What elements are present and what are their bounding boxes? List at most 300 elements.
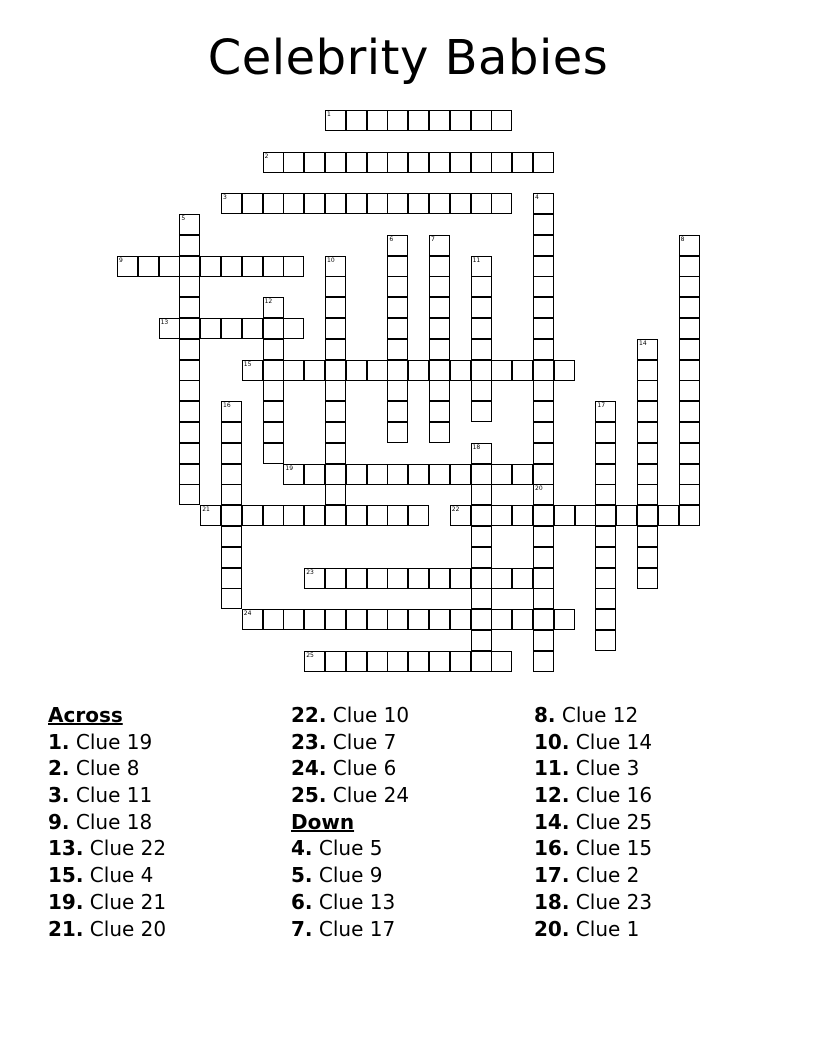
grid-cell[interactable] xyxy=(429,256,450,277)
grid-cell[interactable] xyxy=(263,609,284,630)
grid-cell[interactable] xyxy=(471,193,492,214)
grid-cell[interactable] xyxy=(450,110,471,131)
grid-cell[interactable] xyxy=(471,630,492,651)
grid-cell[interactable] xyxy=(387,110,408,131)
grid-cell[interactable] xyxy=(304,152,325,173)
clue-text: Clue 13 xyxy=(318,889,396,914)
grid-cell[interactable] xyxy=(387,276,408,297)
grid-cell[interactable] xyxy=(221,568,242,589)
grid-cell[interactable] xyxy=(325,297,346,318)
grid-cell[interactable] xyxy=(325,193,346,214)
grid-cell[interactable] xyxy=(387,609,408,630)
across-clue xyxy=(48,835,288,862)
grid-cell[interactable] xyxy=(512,609,533,630)
grid-cell[interactable] xyxy=(221,256,242,277)
grid-cell[interactable] xyxy=(471,297,492,318)
grid-cell[interactable] xyxy=(221,422,242,443)
grid-cell[interactable] xyxy=(387,401,408,422)
grid-cell[interactable] xyxy=(533,152,554,173)
grid-cell[interactable] xyxy=(637,380,658,401)
down-clue xyxy=(291,916,531,943)
grid-cell[interactable] xyxy=(595,422,616,443)
grid-cell[interactable] xyxy=(471,651,492,672)
grid-cell[interactable] xyxy=(450,360,471,381)
grid-cell[interactable] xyxy=(367,505,388,526)
grid-cell[interactable] xyxy=(429,422,450,443)
grid-cell[interactable] xyxy=(533,422,554,443)
grid-cell[interactable] xyxy=(179,443,200,464)
grid-cell[interactable] xyxy=(679,505,700,526)
grid-cell[interactable] xyxy=(325,464,346,485)
grid-cell[interactable] xyxy=(533,276,554,297)
clue-number: 5. xyxy=(291,863,313,888)
grid-cell[interactable] xyxy=(242,318,263,339)
grid-cell[interactable] xyxy=(512,568,533,589)
grid-cell[interactable] xyxy=(575,505,596,526)
grid-cell[interactable] xyxy=(679,443,700,464)
grid-cell[interactable] xyxy=(595,505,616,526)
grid-cell[interactable] xyxy=(304,464,325,485)
grid-cell[interactable] xyxy=(491,110,512,131)
clue-number: 9. xyxy=(48,809,70,834)
grid-cell[interactable] xyxy=(387,568,408,589)
grid-cell[interactable] xyxy=(325,505,346,526)
grid-cell[interactable] xyxy=(491,152,512,173)
grid-cell[interactable] xyxy=(346,568,367,589)
grid-cell[interactable] xyxy=(450,568,471,589)
grid-cell[interactable] xyxy=(429,276,450,297)
grid-cell[interactable] xyxy=(533,214,554,235)
grid-cell[interactable] xyxy=(471,484,492,505)
grid-cell[interactable] xyxy=(387,505,408,526)
grid-cell[interactable] xyxy=(658,505,679,526)
down-clue xyxy=(534,702,774,729)
grid-cell[interactable] xyxy=(679,297,700,318)
clue-text: Clue 2 xyxy=(575,863,640,888)
grid-cell[interactable] xyxy=(637,360,658,381)
grid-cell[interactable] xyxy=(242,193,263,214)
grid-cell[interactable] xyxy=(679,484,700,505)
grid-cell[interactable] xyxy=(471,464,492,485)
grid-cell[interactable] xyxy=(387,318,408,339)
grid-cell[interactable] xyxy=(471,110,492,131)
grid-cell[interactable] xyxy=(408,568,429,589)
clue-number: 14. xyxy=(534,809,570,834)
grid-cell[interactable] xyxy=(471,318,492,339)
grid-cell[interactable] xyxy=(325,609,346,630)
grid-cell[interactable] xyxy=(533,568,554,589)
grid-cell[interactable] xyxy=(471,568,492,589)
grid-cell[interactable] xyxy=(595,484,616,505)
grid-cell[interactable] xyxy=(429,339,450,360)
grid-cell[interactable] xyxy=(429,193,450,214)
grid-cell[interactable] xyxy=(512,464,533,485)
grid-cell[interactable] xyxy=(367,193,388,214)
grid-cell[interactable] xyxy=(512,152,533,173)
grid-cell[interactable] xyxy=(595,443,616,464)
grid-cell[interactable] xyxy=(325,339,346,360)
grid-cell[interactable] xyxy=(408,193,429,214)
grid-cell[interactable] xyxy=(263,401,284,422)
grid-cell[interactable] xyxy=(595,568,616,589)
grid-cell[interactable] xyxy=(429,464,450,485)
grid-cell[interactable] xyxy=(367,609,388,630)
grid-cell[interactable] xyxy=(554,360,575,381)
grid-cell[interactable] xyxy=(533,339,554,360)
clue-column-1 xyxy=(48,702,288,942)
grid-cell[interactable] xyxy=(533,360,554,381)
grid-cell[interactable] xyxy=(679,401,700,422)
clue-number-label: 12 xyxy=(264,298,273,306)
across-clue xyxy=(291,755,531,782)
grid-cell[interactable] xyxy=(179,401,200,422)
grid-cell[interactable] xyxy=(637,484,658,505)
grid-cell[interactable] xyxy=(387,297,408,318)
grid-cell[interactable] xyxy=(387,193,408,214)
grid-cell[interactable] xyxy=(346,360,367,381)
clue-text: Clue 9 xyxy=(318,863,383,888)
grid-cell[interactable] xyxy=(263,422,284,443)
grid-cell[interactable] xyxy=(367,110,388,131)
grid-cell[interactable] xyxy=(346,609,367,630)
grid-cell[interactable] xyxy=(595,630,616,651)
clue-number-label: 22 xyxy=(451,506,460,514)
grid-cell[interactable] xyxy=(263,360,284,381)
grid-cell[interactable] xyxy=(491,360,512,381)
grid-cell[interactable] xyxy=(263,339,284,360)
grid-cell[interactable] xyxy=(512,505,533,526)
grid-cell[interactable] xyxy=(637,568,658,589)
clue-text: Clue 7 xyxy=(332,729,397,754)
grid-cell[interactable] xyxy=(387,380,408,401)
grid-cell[interactable] xyxy=(595,464,616,485)
grid-cell[interactable] xyxy=(533,464,554,485)
grid-cell[interactable] xyxy=(325,401,346,422)
grid-cell[interactable] xyxy=(450,651,471,672)
grid-cell[interactable] xyxy=(304,505,325,526)
clue-number-label: 20 xyxy=(535,485,543,493)
grid-cell[interactable] xyxy=(595,588,616,609)
grid-cell[interactable] xyxy=(179,422,200,443)
grid-cell[interactable] xyxy=(179,318,200,339)
grid-cell[interactable] xyxy=(491,609,512,630)
grid-cell[interactable] xyxy=(554,609,575,630)
grid-cell[interactable] xyxy=(533,505,554,526)
grid-cell[interactable] xyxy=(533,630,554,651)
grid-cell[interactable] xyxy=(637,464,658,485)
grid-cell[interactable] xyxy=(471,609,492,630)
grid-cell[interactable] xyxy=(325,318,346,339)
grid-cell[interactable] xyxy=(367,360,388,381)
clue-number: 25. xyxy=(291,783,327,808)
grid-cell[interactable] xyxy=(533,256,554,277)
grid-cell[interactable] xyxy=(637,547,658,568)
clue-number-label: 17 xyxy=(597,402,606,410)
grid-cell[interactable] xyxy=(533,651,554,672)
grid-cell[interactable] xyxy=(367,152,388,173)
grid-cell[interactable] xyxy=(491,651,512,672)
grid-cell[interactable] xyxy=(408,609,429,630)
grid-cell[interactable] xyxy=(429,380,450,401)
grid-cell[interactable] xyxy=(637,422,658,443)
grid-cell[interactable] xyxy=(346,505,367,526)
grid-cell[interactable] xyxy=(637,401,658,422)
grid-cell[interactable] xyxy=(429,360,450,381)
grid-cell[interactable] xyxy=(304,193,325,214)
grid-cell[interactable] xyxy=(263,256,284,277)
grid-cell[interactable] xyxy=(221,526,242,547)
grid-cell[interactable] xyxy=(367,568,388,589)
clue-text: Clue 3 xyxy=(575,756,640,781)
grid-cell[interactable] xyxy=(471,526,492,547)
grid-cell[interactable] xyxy=(533,235,554,256)
grid-cell[interactable] xyxy=(283,152,304,173)
clue-number-label: 8 xyxy=(680,235,685,243)
across-clue xyxy=(291,702,531,729)
grid-cell[interactable] xyxy=(387,256,408,277)
grid-cell[interactable] xyxy=(450,464,471,485)
clue-number: 24. xyxy=(291,756,327,781)
grid-cell[interactable] xyxy=(304,609,325,630)
grid-cell[interactable] xyxy=(679,339,700,360)
clue-number-label: 4 xyxy=(535,194,539,202)
grid-cell[interactable] xyxy=(221,547,242,568)
grid-cell[interactable] xyxy=(533,609,554,630)
grid-cell[interactable] xyxy=(346,110,367,131)
clue-number: 23. xyxy=(291,729,327,754)
grid-cell[interactable] xyxy=(429,110,450,131)
grid-cell[interactable] xyxy=(263,505,284,526)
grid-cell[interactable] xyxy=(283,193,304,214)
grid-cell[interactable] xyxy=(491,193,512,214)
grid-cell[interactable] xyxy=(595,526,616,547)
grid-cell[interactable] xyxy=(429,651,450,672)
grid-cell[interactable] xyxy=(179,380,200,401)
grid-cell[interactable] xyxy=(304,360,325,381)
down-clue xyxy=(534,862,774,889)
grid-cell[interactable] xyxy=(221,505,242,526)
grid-cell[interactable] xyxy=(159,256,180,277)
grid-cell[interactable] xyxy=(138,256,159,277)
grid-cell[interactable] xyxy=(491,464,512,485)
grid-cell[interactable] xyxy=(679,380,700,401)
grid-cell[interactable] xyxy=(283,256,304,277)
grid-cell[interactable] xyxy=(325,152,346,173)
grid-cell[interactable] xyxy=(408,110,429,131)
clue-number-label: 19 xyxy=(285,464,294,472)
grid-cell[interactable] xyxy=(263,193,284,214)
down-clue xyxy=(534,889,774,916)
clue-number-label: 23 xyxy=(306,568,314,576)
grid-cell[interactable] xyxy=(679,276,700,297)
grid-cell[interactable] xyxy=(263,380,284,401)
across-clue xyxy=(48,729,288,756)
grid-cell[interactable] xyxy=(408,464,429,485)
grid-cell[interactable] xyxy=(263,443,284,464)
grid-cell[interactable] xyxy=(679,318,700,339)
grid-cell[interactable] xyxy=(200,318,221,339)
clue-number-label: 14 xyxy=(639,339,647,347)
grid-cell[interactable] xyxy=(471,505,492,526)
grid-cell[interactable] xyxy=(616,505,637,526)
clue-number-label: 1 xyxy=(327,111,331,118)
grid-cell[interactable] xyxy=(179,256,200,277)
down-clue xyxy=(291,889,531,916)
grid-cell[interactable] xyxy=(595,609,616,630)
grid-cell[interactable] xyxy=(221,588,242,609)
clue-text: Clue 5 xyxy=(318,836,383,861)
across-clue xyxy=(291,782,531,809)
clue-number: 3. xyxy=(48,783,70,808)
clue-text: Clue 8 xyxy=(75,756,140,781)
grid-cell[interactable] xyxy=(450,152,471,173)
grid-cell[interactable] xyxy=(283,609,304,630)
clue-number-label: 11 xyxy=(472,256,481,264)
clue-text: Clue 21 xyxy=(89,889,167,914)
grid-cell[interactable] xyxy=(221,318,242,339)
grid-cell[interactable] xyxy=(346,651,367,672)
grid-cell[interactable] xyxy=(325,360,346,381)
grid-cell[interactable] xyxy=(408,360,429,381)
grid-cell[interactable] xyxy=(325,484,346,505)
grid-cell[interactable] xyxy=(221,484,242,505)
grid-cell[interactable] xyxy=(679,464,700,485)
grid-cell[interactable] xyxy=(367,464,388,485)
grid-cell[interactable] xyxy=(408,651,429,672)
grid-cell[interactable] xyxy=(471,547,492,568)
grid-cell[interactable] xyxy=(283,318,304,339)
across-clue xyxy=(48,782,288,809)
clue-number-label: 3 xyxy=(223,194,227,202)
grid-cell[interactable] xyxy=(491,568,512,589)
grid-cell[interactable] xyxy=(533,401,554,422)
grid-cell[interactable] xyxy=(242,505,263,526)
clue-number: 1. xyxy=(48,729,70,754)
grid-cell[interactable] xyxy=(367,651,388,672)
grid-cell[interactable] xyxy=(471,152,492,173)
grid-cell[interactable] xyxy=(533,547,554,568)
clue-text: Clue 19 xyxy=(75,729,153,754)
clue-number: 17. xyxy=(534,863,570,888)
grid-cell[interactable] xyxy=(533,443,554,464)
grid-cell[interactable] xyxy=(179,297,200,318)
grid-cell[interactable] xyxy=(512,360,533,381)
grid-cell[interactable] xyxy=(179,360,200,381)
grid-cell[interactable] xyxy=(179,484,200,505)
grid-cell[interactable] xyxy=(429,401,450,422)
grid-cell[interactable] xyxy=(554,505,575,526)
grid-cell[interactable] xyxy=(346,464,367,485)
clue-number: 4. xyxy=(291,836,313,861)
grid-cell[interactable] xyxy=(471,360,492,381)
down-clue xyxy=(534,755,774,782)
grid-cell[interactable] xyxy=(450,193,471,214)
grid-cell[interactable] xyxy=(679,256,700,277)
grid-cell[interactable] xyxy=(471,380,492,401)
grid-cell[interactable] xyxy=(179,276,200,297)
clue-number: 13. xyxy=(48,836,84,861)
grid-cell[interactable] xyxy=(450,609,471,630)
grid-cell[interactable] xyxy=(637,505,658,526)
grid-cell[interactable] xyxy=(221,443,242,464)
puzzle-title: Celebrity Babies xyxy=(207,30,609,86)
down-clue xyxy=(534,835,774,862)
grid-cell[interactable] xyxy=(283,505,304,526)
grid-cell[interactable] xyxy=(679,360,700,381)
grid-cell[interactable] xyxy=(408,152,429,173)
grid-cell[interactable] xyxy=(387,339,408,360)
clue-text: Clue 4 xyxy=(89,863,154,888)
grid-cell[interactable] xyxy=(387,360,408,381)
grid-cell[interactable] xyxy=(595,547,616,568)
grid-cell[interactable] xyxy=(429,318,450,339)
grid-cell[interactable] xyxy=(408,505,429,526)
across-heading: Across xyxy=(48,703,123,727)
down-clue xyxy=(534,916,774,943)
grid-cell[interactable] xyxy=(429,568,450,589)
clue-number: 10. xyxy=(534,729,570,754)
grid-cell[interactable] xyxy=(325,651,346,672)
clue-text: Clue 17 xyxy=(318,916,396,941)
clue-number-label: 9 xyxy=(119,256,123,264)
clue-number: 11. xyxy=(534,756,570,781)
clue-text: Clue 15 xyxy=(575,836,653,861)
grid-cell[interactable] xyxy=(387,651,408,672)
across-clue xyxy=(48,889,288,916)
clue-text: Clue 16 xyxy=(575,783,653,808)
grid-cell[interactable] xyxy=(325,422,346,443)
grid-cell[interactable] xyxy=(283,360,304,381)
grid-cell[interactable] xyxy=(533,526,554,547)
grid-cell[interactable] xyxy=(325,443,346,464)
clue-number-label: 18 xyxy=(472,443,481,451)
clue-number-label: 5 xyxy=(181,215,186,222)
grid-cell[interactable] xyxy=(533,380,554,401)
grid-cell[interactable] xyxy=(346,152,367,173)
grid-cell[interactable] xyxy=(387,422,408,443)
grid-cell[interactable] xyxy=(533,588,554,609)
grid-cell[interactable] xyxy=(637,526,658,547)
grid-cell[interactable] xyxy=(533,318,554,339)
grid-cell[interactable] xyxy=(679,422,700,443)
grid-cell[interactable] xyxy=(429,609,450,630)
grid-cell[interactable] xyxy=(429,297,450,318)
grid-cell[interactable] xyxy=(533,297,554,318)
grid-cell[interactable] xyxy=(471,276,492,297)
grid-cell[interactable] xyxy=(346,193,367,214)
grid-cell[interactable] xyxy=(179,339,200,360)
grid-cell[interactable] xyxy=(471,339,492,360)
grid-cell[interactable] xyxy=(242,256,263,277)
grid-cell[interactable] xyxy=(387,152,408,173)
grid-cell[interactable] xyxy=(429,152,450,173)
grid-cell[interactable] xyxy=(179,235,200,256)
grid-cell[interactable] xyxy=(471,588,492,609)
grid-cell[interactable] xyxy=(387,464,408,485)
grid-cell[interactable] xyxy=(491,505,512,526)
grid-cell[interactable] xyxy=(325,380,346,401)
grid-cell[interactable] xyxy=(263,318,284,339)
grid-cell[interactable] xyxy=(221,464,242,485)
clue-text: Clue 25 xyxy=(575,809,653,834)
grid-cell[interactable] xyxy=(179,464,200,485)
grid-cell[interactable] xyxy=(325,568,346,589)
grid-cell[interactable] xyxy=(200,256,221,277)
grid-cell[interactable] xyxy=(325,276,346,297)
clue-text: Clue 10 xyxy=(332,703,410,727)
grid-cell[interactable] xyxy=(471,401,492,422)
grid-cell[interactable] xyxy=(637,443,658,464)
